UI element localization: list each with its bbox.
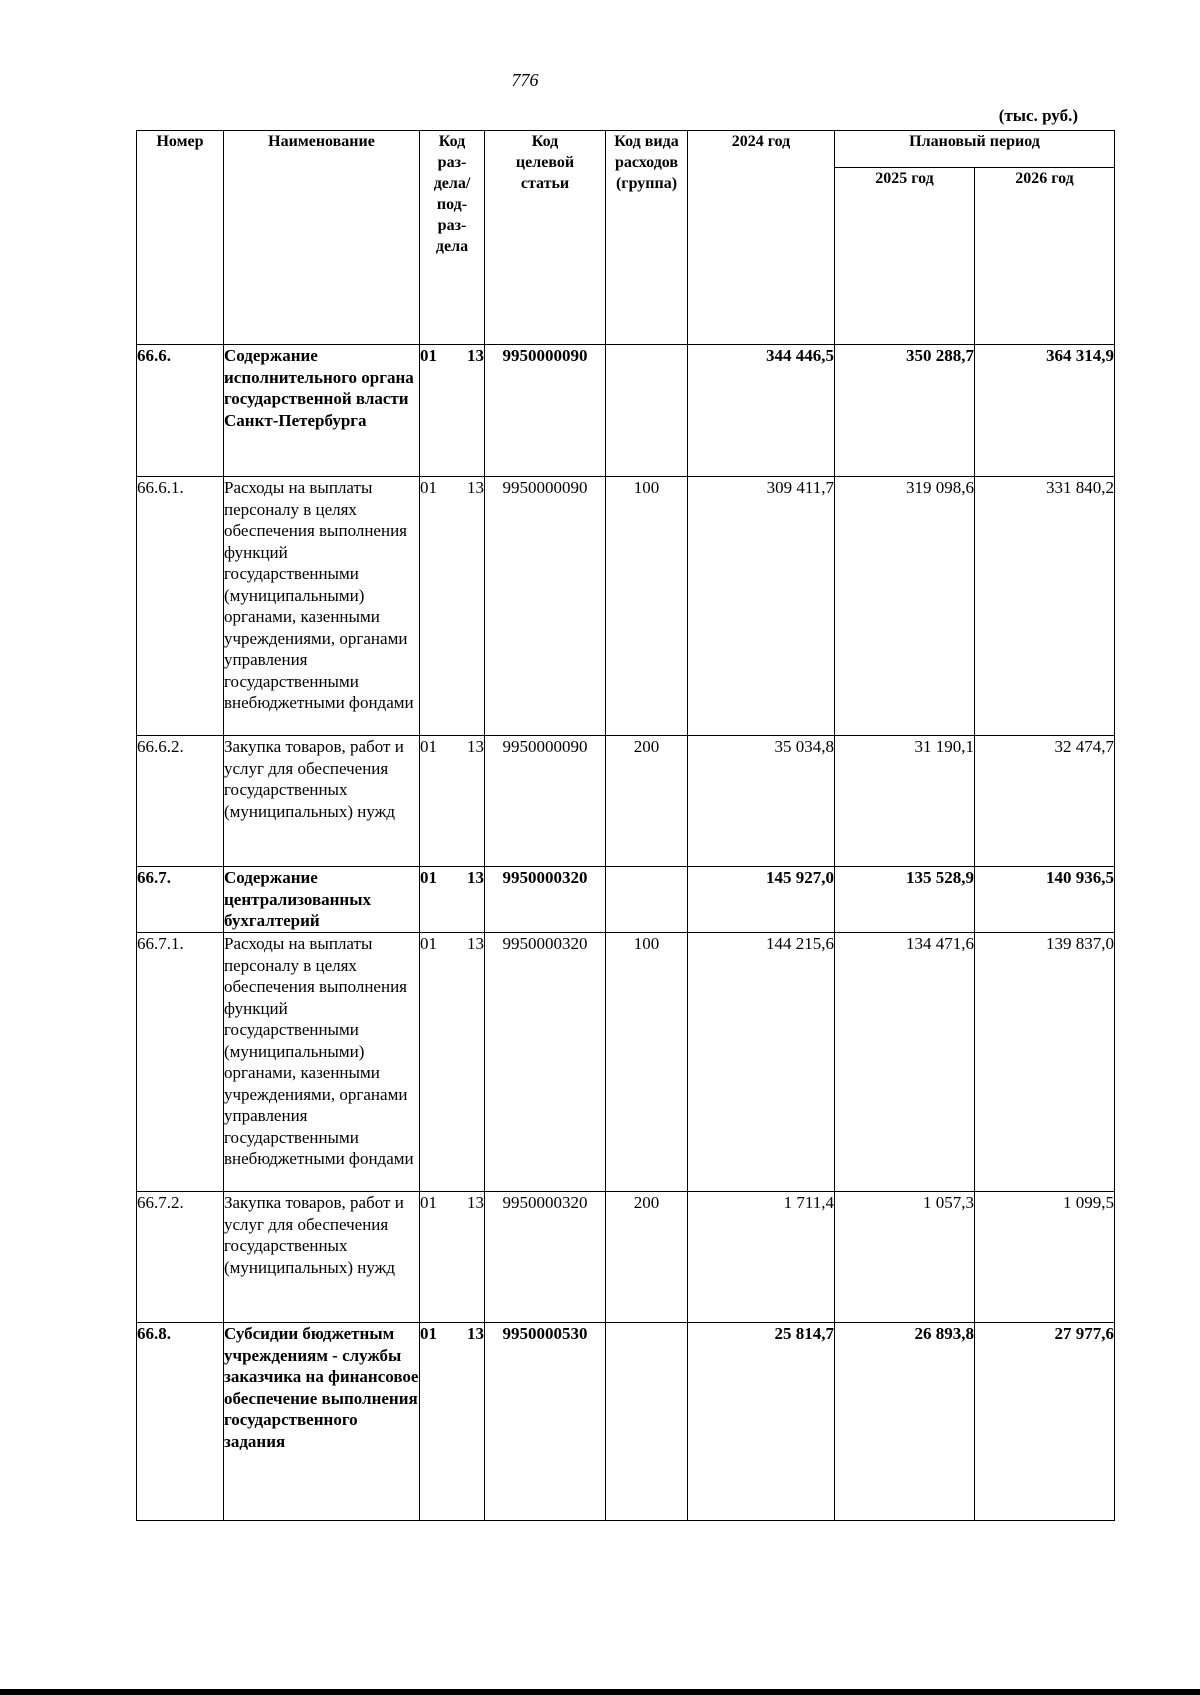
cell-2026: 139 837,0 <box>975 933 1115 1192</box>
cell-name: Расходы на выплаты персоналу в целях обеспечения выполнения функций государственными (муниципальными) органами, казенными учреждениями, органами управления государственными внебюджетными фондами <box>224 477 420 736</box>
cell-name: Расходы на выплаты персоналу в целях обеспечения выполнения функций государственными (муниципальными) органами, казенными учреждениями, органами управления государственными внебюджетными фондами <box>224 933 420 1192</box>
header-number: Номер <box>137 131 224 345</box>
cell-podrazdel-code: 13 <box>467 346 484 365</box>
cell-razdel-code: 01 <box>420 737 437 756</box>
cell-2025: 26 893,8 <box>835 1323 975 1521</box>
page-number: 776 <box>511 70 539 90</box>
cell-target-code: 9950000320 <box>485 1192 606 1323</box>
cell-2026: 140 936,5 <box>975 867 1115 933</box>
cell-razdel-code: 01 <box>420 1193 437 1212</box>
cell-2025: 350 288,7 <box>835 345 975 477</box>
table-row <box>137 345 1115 477</box>
cell-2025: 134 471,6 <box>835 933 975 1192</box>
cell-razdel-code: 01 <box>420 868 437 887</box>
cell-expense-type <box>606 867 688 933</box>
cell-2026: 32 474,7 <box>975 736 1115 867</box>
header-line: под- <box>436 196 468 213</box>
table-row <box>137 867 1115 933</box>
cell-2026: 331 840,2 <box>975 477 1115 736</box>
cell-2024: 25 814,7 <box>688 1323 835 1521</box>
cell-target-code: 9950000090 <box>485 477 606 736</box>
cell-target-code: 9950000320 <box>485 933 606 1192</box>
header-line: Код вида <box>614 133 679 150</box>
cell-name: Содержание централизованных бухгалтерий <box>224 867 420 933</box>
cell-expense-type <box>606 1323 688 1521</box>
cell-name: Содержание исполнительного органа государственной власти Санкт-Петербурга <box>224 345 420 477</box>
cell-2024: 309 411,7 <box>688 477 835 736</box>
cell-razdel <box>420 867 485 933</box>
table-row <box>137 477 1115 736</box>
cell-razdel <box>420 1192 485 1323</box>
cell-number: 66.7. <box>137 867 224 933</box>
cell-razdel <box>420 933 485 1192</box>
scan-edge <box>0 1689 1200 1695</box>
table-row <box>137 1323 1115 1521</box>
header-2025: 2025 год <box>835 168 975 345</box>
header-name: Наименование <box>224 131 420 345</box>
header-line: целевой <box>515 154 575 171</box>
cell-target-code: 9950000090 <box>485 736 606 867</box>
header-line: статьи <box>520 175 570 192</box>
cell-expense-type: 100 <box>606 477 688 736</box>
cell-2024: 145 927,0 <box>688 867 835 933</box>
header-line: раз- <box>437 217 467 234</box>
header-line: дела <box>435 238 469 255</box>
table-row <box>137 1192 1115 1323</box>
cell-name: Субсидии бюджетным учреждениям - службы заказчика на финансовое обеспечение выполнения государственного задания <box>224 1323 420 1521</box>
cell-name: Закупка товаров, работ и услуг для обеспечения государственных (муниципальных) нужд <box>224 736 420 867</box>
cell-razdel <box>420 345 485 477</box>
header-line: расходов <box>614 154 679 171</box>
header-razdel <box>420 131 485 345</box>
cell-razdel <box>420 736 485 867</box>
cell-podrazdel-code: 13 <box>467 478 484 497</box>
header-line: раз- <box>437 154 467 171</box>
cell-razdel-code: 01 <box>420 346 437 365</box>
units-label: (тыс. руб.) <box>998 106 1078 125</box>
cell-2025: 31 190,1 <box>835 736 975 867</box>
cell-2024: 344 446,5 <box>688 345 835 477</box>
cell-2025: 135 528,9 <box>835 867 975 933</box>
cell-2026: 1 099,5 <box>975 1192 1115 1323</box>
cell-target-code: 9950000320 <box>485 867 606 933</box>
cell-expense-type: 200 <box>606 1192 688 1323</box>
cell-razdel-code: 01 <box>420 934 437 953</box>
cell-number: 66.8. <box>137 1323 224 1521</box>
header-planned-period: Плановый период <box>835 131 1115 168</box>
cell-expense-type: 200 <box>606 736 688 867</box>
cell-podrazdel-code: 13 <box>467 737 484 756</box>
header-line: Код <box>438 133 466 150</box>
cell-number: 66.7.1. <box>137 933 224 1192</box>
cell-razdel <box>420 477 485 736</box>
cell-podrazdel-code: 13 <box>467 1324 484 1343</box>
cell-number: 66.7.2. <box>137 1192 224 1323</box>
cell-podrazdel-code: 13 <box>467 934 484 953</box>
cell-expense-type <box>606 345 688 477</box>
header-line: дела/ <box>433 175 471 192</box>
cell-2026: 27 977,6 <box>975 1323 1115 1521</box>
cell-number: 66.6.2. <box>137 736 224 867</box>
header-2026: 2026 год <box>975 168 1115 345</box>
cell-razdel-code: 01 <box>420 1324 437 1343</box>
budget-table <box>136 130 1115 1521</box>
cell-target-code: 9950000090 <box>485 345 606 477</box>
table-row <box>137 736 1115 867</box>
cell-podrazdel-code: 13 <box>467 1193 484 1212</box>
cell-2025: 319 098,6 <box>835 477 975 736</box>
cell-number: 66.6.1. <box>137 477 224 736</box>
cell-2024: 35 034,8 <box>688 736 835 867</box>
cell-target-code: 9950000530 <box>485 1323 606 1521</box>
cell-2024: 144 215,6 <box>688 933 835 1192</box>
cell-expense-type: 100 <box>606 933 688 1192</box>
header-vid <box>606 131 688 345</box>
cell-2024: 1 711,4 <box>688 1192 835 1323</box>
cell-name: Закупка товаров, работ и услуг для обеспечения государственных (муниципальных) нужд <box>224 1192 420 1323</box>
cell-2025: 1 057,3 <box>835 1192 975 1323</box>
cell-podrazdel-code: 13 <box>467 868 484 887</box>
header-2024: 2024 год <box>688 131 835 345</box>
header-cel <box>485 131 606 345</box>
table-body <box>137 345 1115 1521</box>
cell-number: 66.6. <box>137 345 224 477</box>
cell-razdel <box>420 1323 485 1521</box>
cell-2026: 364 314,9 <box>975 345 1115 477</box>
table-row <box>137 933 1115 1192</box>
header-line: Код <box>531 133 559 150</box>
header-line: (группа) <box>615 175 678 192</box>
cell-razdel-code: 01 <box>420 478 437 497</box>
